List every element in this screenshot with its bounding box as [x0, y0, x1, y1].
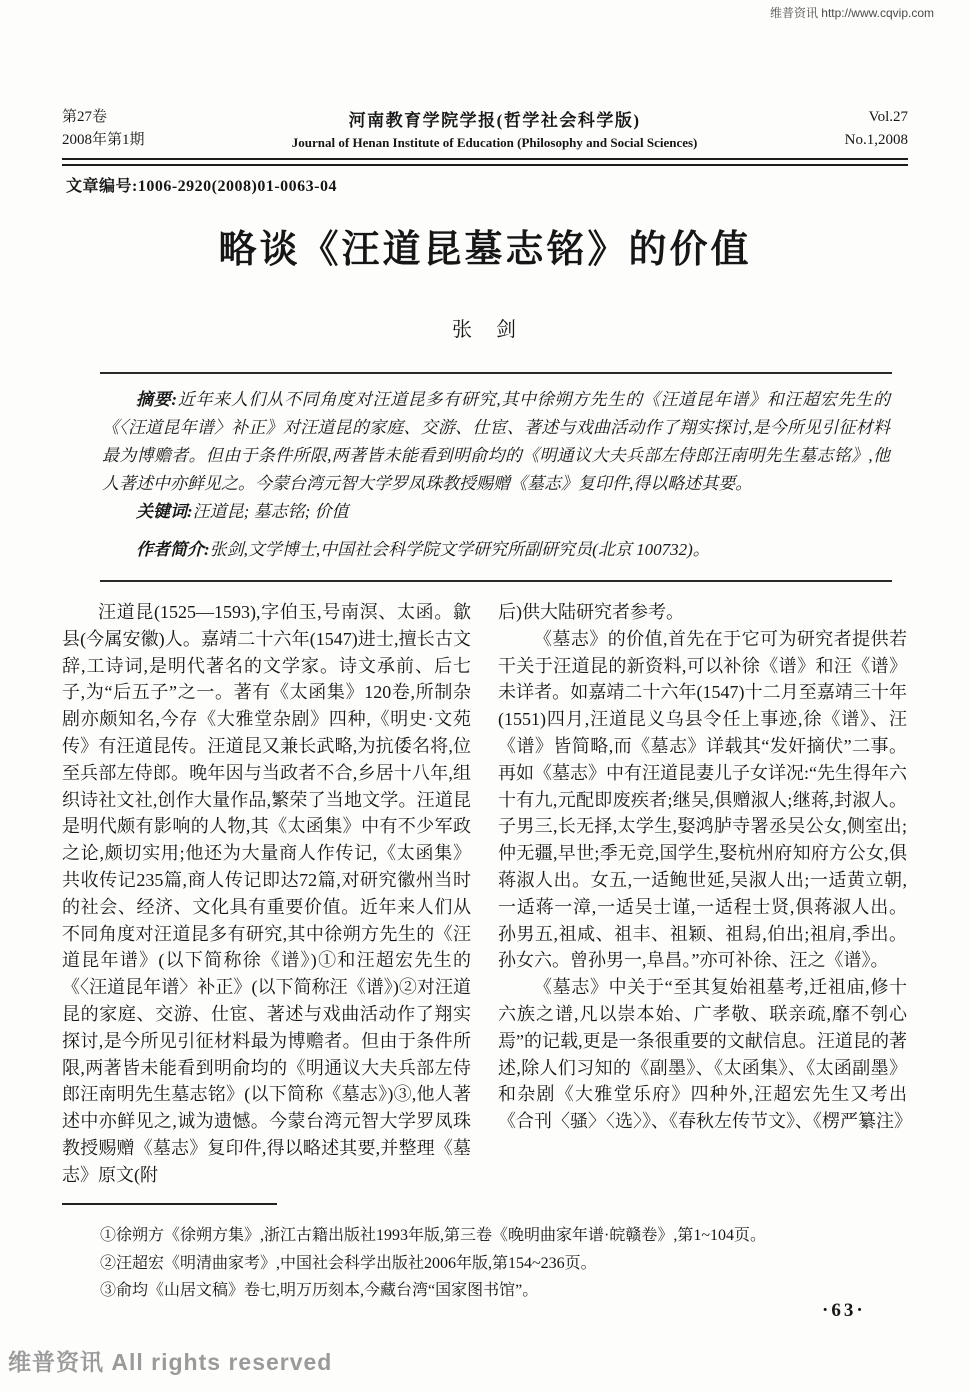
cqvip-watermark-top: 维普资讯 http://www.cqvip.com [769, 6, 934, 20]
abstract-paragraph [102, 386, 890, 498]
footnotes [100, 1222, 892, 1305]
abstract-label: 摘要: [136, 390, 178, 409]
journal-issue-cn: 2008年第1期 [62, 132, 145, 148]
body-paragraph: 《墓志》的价值,首先在于它可为研究者提供若干关于汪道昆的新资料,可以补徐《谱》和汪《谱》未详者。如嘉靖二十六年(1547)十二月至嘉靖三十年(1551)四月,汪道昆义乌县令任上事迹,徐《谱》、汪《谱》皆简略,而《墓志》详载其“发奸摘伏”二事。再如《墓志》中有汪道昆妻儿子女详况:“先生得年六十有九,元配即废疾者;继吴,俱赠淑人;继蒋,封淑人。子男三,长无择,太学生,娶鸿胪寺署丞吴公女,侧室出;仲无疆,早世;季无竞,国学生,娶杭州府知府方公女,俱蒋淑人出。女五,一适鲍世延,吴淑人出;一适黄立朝,一适蒋一漳,一适吴士谨,一适程士贤,俱蒋淑人出。孙男五,祖咸、祖丰、祖颖、祖舄,伯出;祖肩,季出。孙女六。曾孙男一,阜昌。”亦可补徐、汪之《谱》。 [498, 628, 907, 971]
abstract-text: 近年来人们从不同角度对汪道昆多有研究,其中徐朔方先生的《汪道昆年谱》和汪超宏先生的《〈汪道昆年谱〉补正》对汪道昆的家庭、交游、仕宦、著述与戏曲活动作了翔实探讨,是今所见引征材料最为博赡者。但由于条件所限,两著皆未能看到明俞均的《明通议大夫兵部左侍郎汪南明先生墓志铭》,他人著述中亦鲜见之。今蒙台湾元智大学罗凤珠教授赐赠《墓志》复印件,得以略述其要。 [102, 390, 890, 493]
article-title: 略谈《汪道昆墓志铭》的价值 [218, 229, 752, 271]
footnote-divider [62, 1203, 277, 1205]
journal-issue-en: No.1,2008 [844, 132, 908, 148]
left-column [62, 599, 471, 1189]
header-divider [62, 158, 908, 166]
journal-volume-issue-en [845, 106, 908, 152]
article-body [62, 599, 912, 1189]
footnote-item: ①徐朔方《徐朔方集》,浙江古籍出版社1993年版,第三卷《晚明曲家年谱·皖赣卷》,第1~104页。 [100, 1227, 766, 1244]
article-number: 文章编号:1006-2920(2008)01-0063-04 [66, 178, 337, 195]
author-bio-line [102, 536, 890, 564]
body-paragraph: 汪道昆(1525—1593),字伯玉,号南溟、太函。歙县(今属安徽)人。嘉靖二十六年(1547)进士,擅长古文辞,工诗词,是明代著名的文学家。诗文承前、后七子,为“后五子”之一。著有《太函集》120卷,所制杂剧亦颇知名,今存《大雅堂杂剧》四种,《明史·文苑传》有汪道昆传。汪道昆又兼长武略,为抗倭名将,位至兵部左侍郎。晚年因与当政者不合,乡居十八年,组织诗社文社,创作大量作品,繁荣了当地文学。汪道昆是明代颇有影响的人物,其《太函集》中有不少军政之论,颇切实用;他还为大量商人作传记,《太函集》共收传记235篇,商人传记即达72篇,对研究徽州当时的社会、经济、文化具有重要价值。近年来人们从不同角度对汪道昆多有研究,其中徐朔方先生的《汪道昆年谱》(以下简称徐《谱》)①和汪超宏先生的《〈汪道昆年谱〉补正》(以下简称汪《谱》)②对汪道昆的家庭、交游、仕宦、著述与戏曲活动作了翔实探讨,是今所见引征材料最为博赡者。但由于条件所限,两著皆未能看到明俞均的《明通议大夫兵部左侍郎汪南明先生墓志铭》(以下简称《墓志》)③,他人著述中亦鲜见之,诚为遗憾。今蒙台湾元智大学罗凤珠教授赐赠《墓志》复印件,得以略述其要,并整理《墓志》原文(附 [62, 602, 471, 1185]
journal-volume-en: Vol.27 [868, 109, 908, 125]
abstract-block [100, 372, 892, 582]
keywords-text: 汪道昆; 墓志铭; 价值 [192, 502, 349, 521]
journal-volume-issue-cn [62, 106, 145, 152]
body-paragraph: 《墓志》中关于“至其复始祖墓考,迁祖庙,修十六族之谱,凡以崇本始、广孝敬、联亲疏,靡不刳心焉”的记载,更是一条很重要的文献信息。汪道昆的著述,除人们习知的《副墨》、《太函集》、《太函副墨》和杂剧《大雅堂乐府》四种外,汪超宏先生又考出《合刊〈骚〉〈选〉》、《春秋左传节文》、《楞严纂注》 [498, 977, 912, 1132]
journal-header [62, 106, 908, 152]
journal-title-en: Journal of Henan Institute of Education (Philosophy and Social Sciences) [291, 135, 698, 150]
body-paragraph: 后)供大陆研究者参考。 [498, 602, 684, 622]
cqvip-watermark-bottom: 维普资讯 All rights reserved [8, 1349, 333, 1375]
page-number: ·63· [822, 1300, 866, 1321]
journal-volume-cn: 第27卷 [62, 109, 108, 125]
author-name: 张 剑 [452, 319, 518, 341]
right-column [498, 599, 912, 1189]
author-bio-label: 作者简介: [136, 540, 210, 559]
keywords-label: 关键词: [136, 502, 193, 521]
footnote-item: ②汪超宏《明清曲家考》,中国社会科学出版社2006年版,第154~236页。 [100, 1254, 597, 1272]
author-bio-text: 张剑,文学博士,中国社会科学院文学研究所副研究员(北京 100732)。 [209, 540, 710, 559]
journal-title-cn: 河南教育学院学报(哲学社会科学版) [348, 111, 641, 130]
footnote-item: ③俞均《山居文稿》卷七,明万历刻本,今藏台湾“国家图书馆”。 [100, 1282, 539, 1299]
journal-title-block [145, 106, 845, 151]
keywords-line [102, 498, 890, 526]
